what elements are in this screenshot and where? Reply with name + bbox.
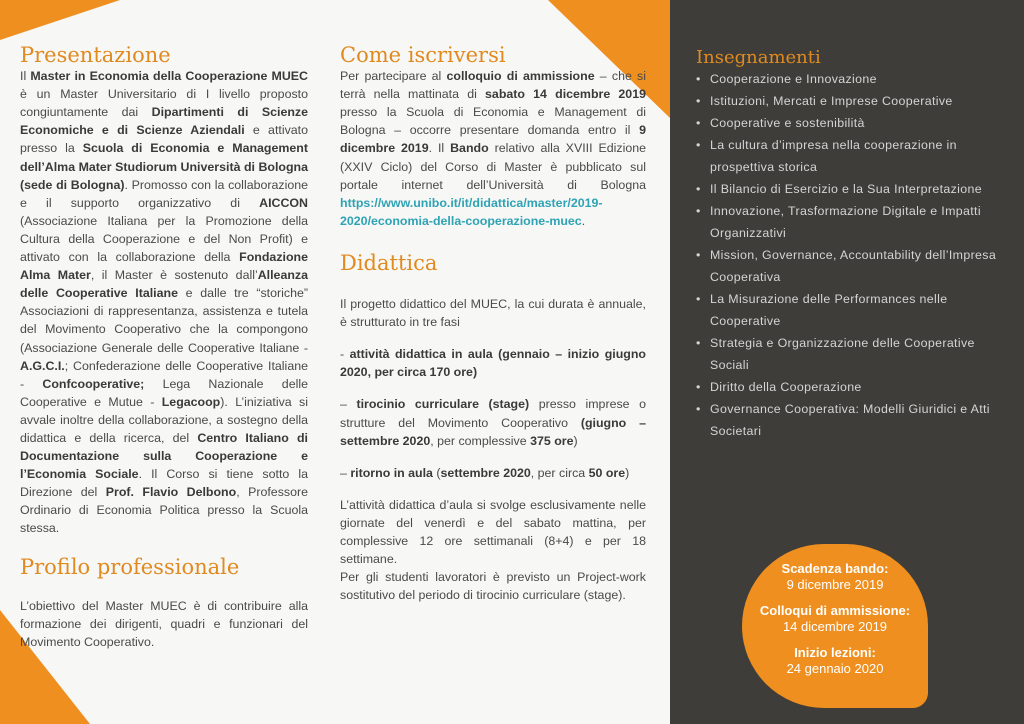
iscriversi-title: Come iscriversi: [340, 43, 506, 67]
presentazione-text: Il Master in Economia della Cooperazione MUEC è un Master Universitario di I livello proposto congiuntamente dai Dipartimenti di Scienze Economiche e di Scienze Aziendali e attivato presso la Scuola di Economia e Management dell’Alma Mater Studiorum Università di Bologna (sede di Bologna). Promosso con la collaborazione e il supporto organizzativo di AICCON (Associazione Italiana per la Promozione della Cultura della Cooperazione e del Non Profit) e attivato con la collaborazione della Fondazione Alma Mater, il Master è sostenuto dall’Alleanza delle Cooperative Italiane e dalle tre “storiche” Associazioni di rappresentanza, assistenza e tutela del Movimento Cooperativo che la compongono (Associazione Generale delle Cooperative Italiane - A.G.C.I.; Confederazione delle Cooperative Italiane - Confcooperative; Lega Nazionale delle Cooperative e Mutue - Legacoop). L’iniziativa si avvale inoltre della collaborazione, a sostegno della didattica e della ricerca, del Centro Italiano di Documentazione sulla Cooperazione e l’Economia Sociale. Il Corso si tiene sotto la Direzione del Prof. Flavio Delbono, Professore Ordinario di Economia Politica presso la Scuola stessa.: [20, 69, 309, 536]
left-column: [0, 0, 330, 724]
didattica-closing-2: Per gli studenti lavoratori è previsto un Project-work sostitutivo del periodo di tirocinio curriculare (stage).: [340, 570, 646, 603]
didattica-closing-1: L’attività didattica d’aula si svolge esclusivamente nelle giornate del venerdì e del sabato mattina, per complessive 12 ore settimanali (8+4) e per 18 settimane.: [340, 497, 646, 567]
insegnamenti-title: Insegnamenti: [696, 47, 821, 68]
presentazione-title: Presentazione: [20, 43, 171, 67]
didattica-title: Didattica: [340, 250, 438, 275]
insegnamenti-list: [696, 68, 1004, 442]
middle-column: [330, 0, 670, 724]
list-item: • La cultura d’impresa nella cooperazione in prospettiva storica: [696, 134, 1004, 178]
didattica-phase-3: – ritorno in aula (settembre 2020, per circa 50 ore): [340, 465, 630, 480]
list-item: • Il Bilancio di Esercizio e la Sua Interpretazione: [696, 178, 1004, 200]
colloqui-label: Colloqui di ammissione:: [759, 603, 911, 618]
list-item: • Istituzioni, Mercati e Imprese Cooperative: [696, 90, 1004, 112]
list-item: • Mission, Governance, Accountability dell’Impresa Cooperativa: [696, 244, 1004, 288]
list-item: • Cooperative e sostenibilità: [696, 112, 1004, 134]
list-item: • Strategia e Organizzazione delle Cooperative Sociali: [696, 332, 1004, 376]
profilo-title: Profilo professionale: [20, 554, 240, 579]
colloqui-value: 14 dicembre 2019: [782, 619, 888, 634]
list-item: • La Misurazione delle Performances nelle Cooperative: [696, 288, 1004, 332]
list-item: • Innovazione, Trasformazione Digitale e Impatti Organizzativi: [696, 200, 1004, 244]
inizio-value: 24 gennaio 2020: [786, 661, 884, 676]
didattica-intro: Il progetto didattico del MUEC, la cui durata è annuale, è strutturato in tre fasi: [340, 297, 646, 330]
didattica-phase-1: - attività didattica in aula (gennaio – inizio giugno 2020, per circa 170 ore): [340, 347, 646, 380]
inizio-label: Inizio lezioni:: [794, 645, 876, 660]
profilo-text: L’obiettivo del Master MUEC è di contribuire alla formazione dei dirigenti, quadri e funzionari del Movimento Cooperativo.: [20, 598, 308, 649]
dates-badge: [742, 544, 928, 708]
list-item: • Governance Cooperativa: Modelli Giuridici e Atti Societari: [696, 398, 1004, 442]
list-item: • Cooperazione e Innovazione: [696, 68, 1004, 90]
iscriversi-text: Per partecipare al colloquio di ammissione – che si terrà nella mattinata di sabato 14 dicembre 2019 presso la Scuola di Economia e Management di Bologna – occorre presentare domanda entro il 9 dicembre 2019. Il Bando relativo alla XVIII Edizione (XXIV Ciclo) del Corso di Master è pubblicato sul portale internet dell’Università di Bologna https://www.unibo.it/it/didattica/master/2019-2020/economia-della-cooperazione-muec.: [340, 69, 646, 228]
bando-link[interactable]: https://www.unibo.it/it/didattica/master/2019-2020/economia-della-cooperazione-muec: [340, 195, 603, 228]
list-item: • Diritto della Cooperazione: [696, 376, 1004, 398]
scadenza-label: Scadenza bando:: [781, 561, 889, 576]
didattica-phase-2: – tirocinio curriculare (stage) presso imprese o strutture del Movimento Cooperativo (giugno – settembre 2020, per complessive 375 ore): [340, 397, 647, 448]
scadenza-value: 9 dicembre 2019: [786, 577, 884, 592]
